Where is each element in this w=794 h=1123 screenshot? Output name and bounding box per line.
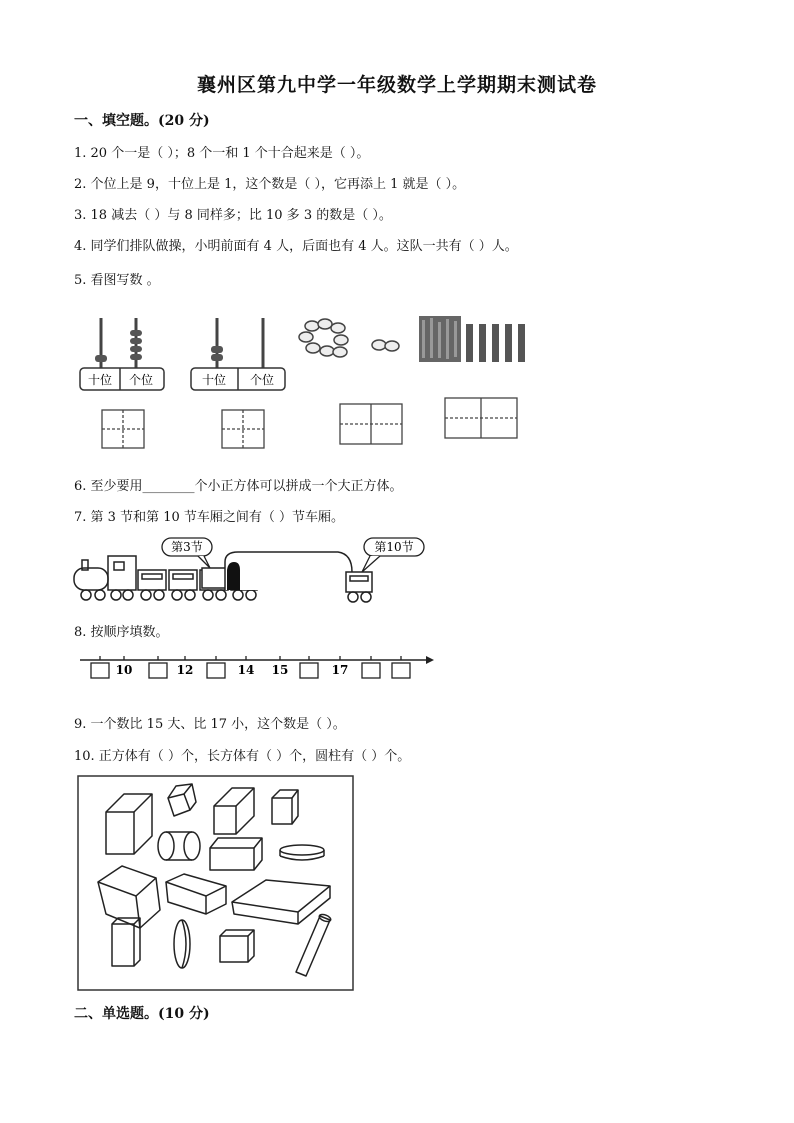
abacus-2 <box>191 318 285 390</box>
answer-box-1[interactable] <box>102 410 144 448</box>
tens-label: 十位 <box>87 373 113 387</box>
number-line <box>78 652 434 686</box>
answer-box-3[interactable] <box>340 404 402 444</box>
car-10-callout <box>362 538 424 572</box>
car-3-callout <box>162 538 212 568</box>
question-6: 6. 至少要用________个小正方体可以拼成一个大正方体。 <box>74 479 403 494</box>
cube-shape <box>168 784 196 816</box>
abacus-1 <box>80 318 164 390</box>
sticks-group <box>419 316 525 362</box>
train-car <box>138 570 166 600</box>
cylinder-shape <box>280 845 324 860</box>
question-2: 2. 个位上是 9，十位上是 1，这个数是（ ），它再添上 1 就是（ ）。 <box>74 177 466 192</box>
question-9: 9. 一个数比 15 大、比 17 小，这个数是（ ）。 <box>74 717 346 732</box>
answer-box-2[interactable] <box>222 410 264 448</box>
answer-box-4[interactable] <box>445 398 517 438</box>
train-car-10 <box>346 572 372 602</box>
section-heading-fill-blank: 一、填空题。(20 分) <box>74 113 210 129</box>
question-8: 8. 按顺序填数。 <box>74 625 169 640</box>
tunnel <box>225 552 352 590</box>
cylinder-shape <box>174 920 190 968</box>
cuboid-shape <box>214 788 254 834</box>
number-label: 14 <box>237 663 255 677</box>
blank-box[interactable] <box>149 663 167 678</box>
train-car <box>169 570 197 600</box>
cube-shape <box>220 930 254 962</box>
page-title: 襄州区第九中学一年级数学上学期期末测试卷 <box>196 74 597 96</box>
locomotive <box>74 556 136 600</box>
tens-label: 十位 <box>201 373 227 387</box>
question-7: 7. 第 3 节和第 10 节车厢之间有（ ）节车厢。 <box>74 510 345 525</box>
blank-box[interactable] <box>91 663 109 678</box>
counting-figure <box>74 310 544 460</box>
cube-shape <box>272 790 298 824</box>
blank-box[interactable] <box>300 663 318 678</box>
cuboid-shape <box>106 794 152 854</box>
number-label: 15 <box>271 663 289 677</box>
cuboid-shape <box>166 874 226 914</box>
cylinder-shape <box>296 913 332 976</box>
car-10-label: 第10节 <box>374 540 414 554</box>
blank-box[interactable] <box>362 663 380 678</box>
counters-group <box>299 319 399 357</box>
question-3: 3. 18 减去（ ）与 8 同样多；比 10 多 3 的数是（ ）。 <box>74 208 392 223</box>
train-figure <box>70 532 430 608</box>
solids-figure <box>76 774 356 994</box>
question-10: 10. 正方体有（ ）个，长方体有（ ）个，圆柱有（ ）个。 <box>74 749 411 764</box>
number-label: 17 <box>331 663 349 677</box>
ones-label: 个位 <box>249 373 275 387</box>
ones-label: 个位 <box>128 373 154 387</box>
car-3-label: 第3节 <box>171 540 203 554</box>
section-heading-single-choice: 二、单选题。(10 分) <box>74 1006 210 1022</box>
number-label: 10 <box>115 663 133 677</box>
question-1: 1. 20 个一是（ ）；8 个一和 1 个十合起来是（ ）。 <box>74 146 370 161</box>
question-5: 5. 看图写数 。 <box>74 273 160 288</box>
blank-box[interactable] <box>207 663 225 678</box>
question-4: 4. 同学们排队做操，小明前面有 4 人，后面也有 4 人。这队一共有（ ）人。 <box>74 239 518 254</box>
blank-box[interactable] <box>392 663 410 678</box>
cuboid-shape <box>232 880 330 924</box>
cuboid-shape <box>210 838 262 870</box>
cuboid-shape <box>112 918 140 966</box>
number-label: 12 <box>176 663 194 677</box>
cylinder-shape <box>158 832 200 860</box>
